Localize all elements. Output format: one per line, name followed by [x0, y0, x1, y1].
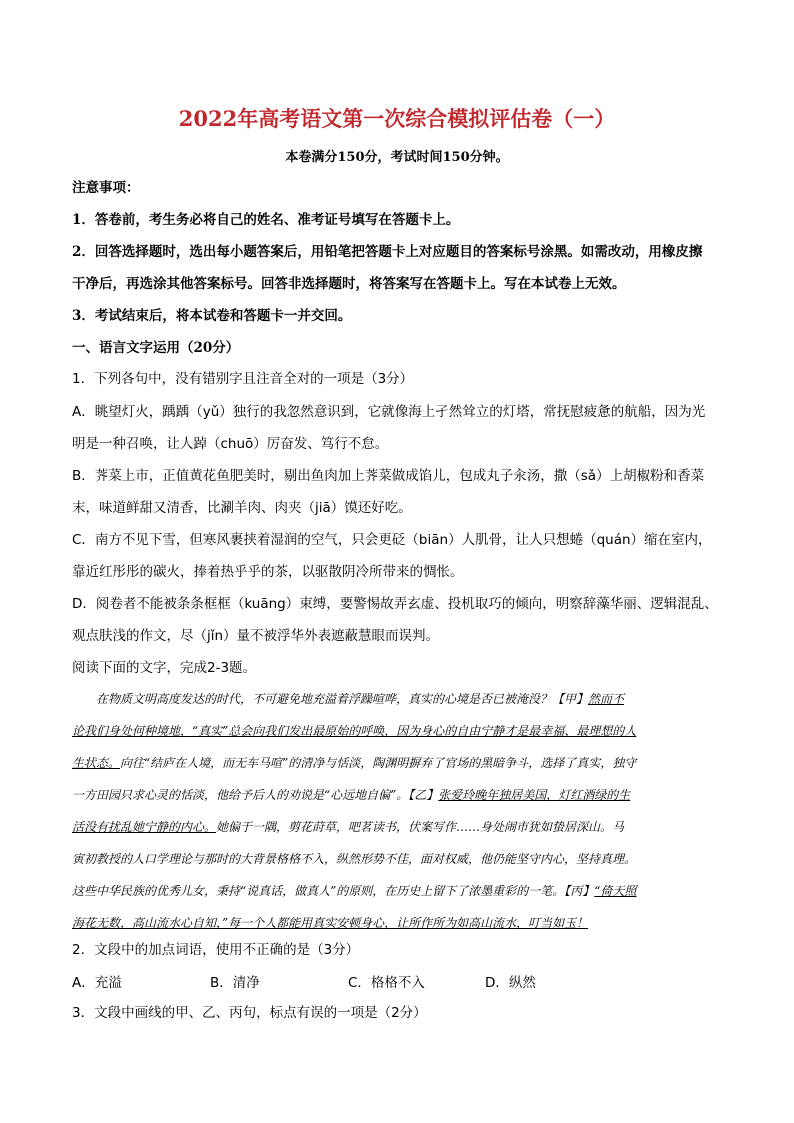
passage-underline-jia: 论我们身处何种境地，“真实”总会向我们发出最原始的呼唤，因为身心的自由宁静才是最幸福、最理想的人 — [72, 724, 637, 738]
passage-underline-yi: 活没有扰乱她宁静的内心。 — [72, 820, 217, 834]
passage-text: 这些中华民族的优秀儿女，秉持“说真话，做真人”的原则，在历史上留下了浓墨重彩的一笔。【丙】 — [72, 884, 595, 898]
q1-option-c-line2: 靠近红彤彤的碳火，捧着热乎乎的茶，以驱散阴冷所带来的惆怅。 — [72, 564, 464, 580]
notice-heading: 注意事项： — [72, 180, 140, 196]
passage-line-3 — [72, 753, 636, 773]
passage-line-5 — [72, 817, 624, 837]
q1-option-a-line1: A．眺望灯火，踽踽（yǔ）独行的我忽然意识到，它就像海上孑然耸立的灯塔，常抚慰疲惫的航船，因为光 — [72, 404, 706, 420]
q1-option-c-line1: C．南方不见下雪，但寒风裹挟着湿润的空气，只会更砭（biān）人肌骨，让人只想蜷（quán）缩在室内， — [72, 532, 712, 548]
passage-underline-bing: 海花无数，高山流水心自知，”每一个人都能用真实安顿身心，让所作所为如高山流水，叮当如玉！ — [72, 916, 589, 930]
q2-option-a: A．充溢 — [72, 975, 122, 991]
q1-option-a-line2: 明是一种召唤，让人踔（chuō）厉奋发、笃行不怠。 — [72, 436, 389, 452]
passage-line-1 — [96, 689, 624, 709]
q1-option-b-line2: 末，味道鲜甜又清香，比涮羊肉、肉夹（jiā）馍还好吃。 — [72, 500, 412, 516]
notice-item-1: 1．答卷前，考生务必将自己的姓名、准考证号填写在答题卡上。 — [72, 212, 460, 228]
passage-text: 她偏于一隅，剪花莳草，吧茗读书，伏案写作……身处闹市犹如蛰居深山。马 — [216, 820, 625, 834]
q2-stem: 2．文段中的加点词语，使用不正确的是（3分） — [72, 942, 360, 958]
passage-underline-jia: 生状态。 — [72, 756, 121, 770]
passage-line-7 — [72, 881, 636, 901]
passage-text: 寅初教授的人口学理论与那时的大背景格格不入，纵然形势不佳，面对权威，他仍能坚守内心，坚持真理。 — [72, 852, 637, 866]
passage-underline-jia: 然而不 — [588, 692, 625, 706]
exam-subtitle: 本卷满分150分，考试时间150分钟。 — [285, 150, 509, 165]
passage-text: 向往“结庐在人境，而无车马喧”的清净与恬淡，陶渊明摒弃了官场的黑暗争斗，选择了真实，独守 — [120, 756, 637, 770]
notice-item-2: 2．回答选择题时，选出每小题答案后，用铅笔把答题卡上对应题目的答案标号涂黑。如需改动，用橡皮擦 — [72, 244, 703, 260]
notice-item-2-cont: 干净后，再选涂其他答案标号。回答非选择题时，将答案写在答题卡上。写在本试卷上无效。 — [72, 276, 626, 292]
reading-prompt: 阅读下面的文字，完成2-3题。 — [72, 660, 257, 676]
q2-option-b: B．清净 — [210, 975, 260, 991]
passage-line-6 — [72, 849, 636, 869]
passage-line-2 — [72, 721, 636, 741]
passage-text: 在物质文明高度发达的时代，不可避免地充溢着浮躁喧哗，真实的心境是否已被淹没？【甲】 — [96, 692, 589, 706]
q3-stem: 3．文段中画线的甲、乙、丙句，标点有误的一项是（2分） — [72, 1005, 427, 1021]
exam-title: 2022年高考语文第一次综合模拟评估卷（一） — [178, 106, 616, 131]
q1-option-b-line1: B．荠菜上市，正值黄花鱼肥美时，剔出鱼肉加上荠菜做成馅儿，包成丸子汆汤，撒（sǎ）上胡椒粉和香菜 — [72, 468, 705, 484]
q1-stem: 1．下列各句中，没有错别字且注音全对的一项是（3分） — [72, 371, 414, 387]
notice-item-3: 3．考试结束后，将本试卷和答题卡一并交回。 — [72, 308, 352, 324]
q1-option-d-line1: D．阅卷者不能被条条框框（kuāng）束缚，要警惕故弄玄虚、投机取巧的倾向，明察辞藻华丽、逻辑混乱、 — [72, 596, 718, 612]
passage-line-4 — [72, 785, 630, 805]
passage-text: 一方田园只求心灵的恬淡，他给予后人的劝说是“心远地自偏”。【乙】 — [72, 788, 439, 802]
passage-underline-bing: “倚天照 — [594, 884, 637, 898]
q1-option-d-line2: 观点肤浅的作文，尽（jǐn）量不被浮华外表遮蔽慧眼而误判。 — [72, 628, 440, 644]
passage-line-8 — [72, 913, 588, 933]
q2-option-c: C．格格不入 — [348, 975, 425, 991]
passage-underline-yi: 张爱玲晚年独居美国，灯红酒绿的生 — [438, 788, 631, 802]
q2-option-d: D．纵然 — [485, 975, 536, 991]
section-heading: 一、语言文字运用（20分） — [72, 340, 240, 356]
